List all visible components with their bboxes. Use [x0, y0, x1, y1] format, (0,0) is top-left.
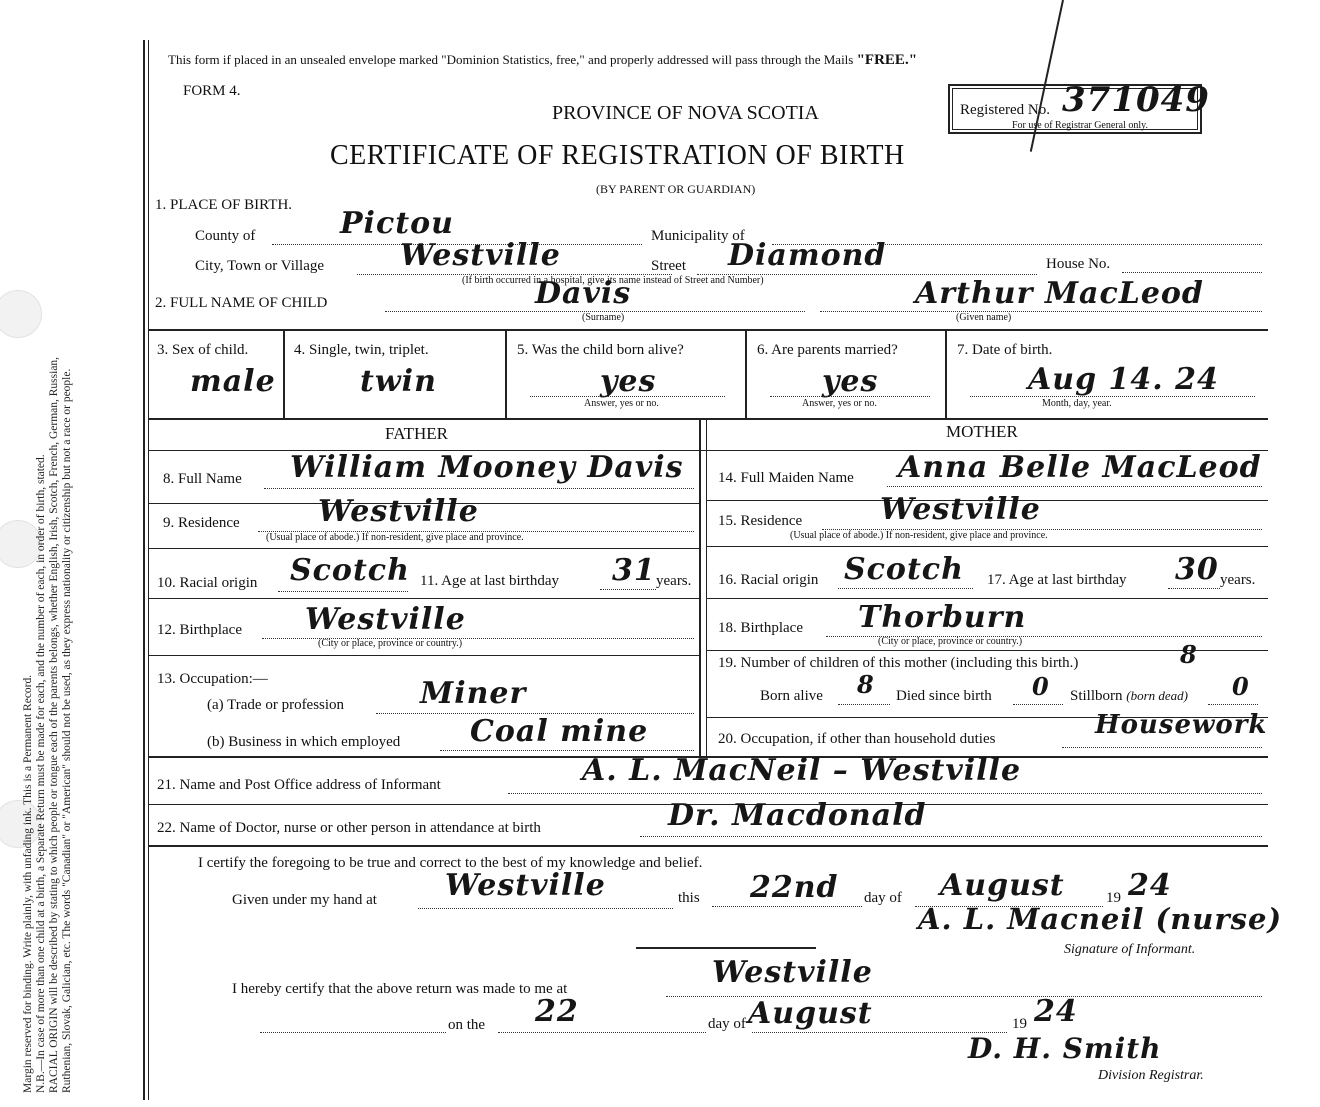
father-age-value: 31 [612, 553, 656, 588]
certificate-subtitle: (BY PARENT OR GUARDIAN) [596, 182, 756, 196]
sex-label: 3. Sex of child. [157, 342, 249, 358]
mother-race-dots [838, 588, 973, 589]
mother-age-value: 30 [1175, 552, 1219, 587]
informant-label: 21. Name and Post Office address of Informant [157, 777, 441, 793]
parents-divider-2 [706, 418, 707, 756]
doctor-label: 22. Name of Doctor, nurse or other person in attendance at birth [157, 820, 541, 836]
father-name-label: 8. Full Name [163, 471, 242, 487]
city-label: City, Town or Village [195, 258, 325, 274]
mother-occupation-value: Housework [1095, 710, 1268, 740]
registrar-year-value: 24 [1034, 994, 1078, 1029]
registrar-note: For use of Registrar General only. [1012, 120, 1148, 131]
mother-race-label: 16. Racial origin [718, 572, 819, 588]
stillborn-text: Stillborn [1070, 688, 1123, 704]
father-business-dots [440, 750, 694, 751]
mother-occupation-label: 20. Occupation, if other than household duties [718, 731, 996, 747]
city-value: Westville [400, 238, 561, 273]
rule-certification-top [148, 845, 1268, 847]
mother-name-label: 14. Full Maiden Name [718, 470, 854, 486]
father-residence-label: 9. Residence [163, 515, 240, 531]
parents-divider [699, 418, 701, 756]
father-race-label: 10. Racial origin [157, 575, 258, 591]
children-count-value: 8 [1180, 640, 1198, 669]
certify-day-value: 22nd [750, 870, 839, 905]
mother-heading: MOTHER [946, 422, 1018, 441]
father-occupation-label: 13. Occupation:— [157, 671, 268, 687]
margin-line-2: N.B.—In case of more than one child at a birth, a Separate Return must be made for each, and the number of each, in order of birth, stated. [35, 454, 47, 1093]
father-heading: FATHER [385, 424, 448, 443]
married-dots [770, 396, 930, 397]
form-left-border-inner [148, 40, 149, 1100]
mother-age-dots [1168, 588, 1220, 589]
born-alive-count-dots [838, 704, 890, 705]
sex-value: male [190, 364, 276, 399]
father-birthplace-value: Westville [305, 602, 466, 637]
married-note: Answer, yes or no. [802, 398, 877, 409]
dob-note: Month, day, year. [1042, 398, 1112, 409]
divider-6-7 [945, 329, 947, 419]
mail-notice-text: This form if placed in an unsealed envelope marked "Dominion Statistics, free," and properly addressed will pass through the Mails [168, 52, 857, 67]
rule-father-4 [148, 655, 699, 656]
municipality-label: Municipality of [651, 228, 745, 244]
rule-row3-top [148, 329, 1268, 331]
given-note: (Given name) [956, 312, 1012, 323]
surname-note: (Surname) [582, 312, 625, 323]
stillborn-dots [1208, 704, 1258, 705]
registrar-day-dots [498, 1032, 706, 1033]
day-dots [712, 906, 862, 907]
form-number: FORM 4. [183, 83, 241, 99]
margin-line-4: Ruthenian, Slovak, Galician, etc. The words "Canadian" or "American" should not be used, as they express nationality or citizenship but not a race or people. [61, 368, 73, 1093]
registrar-month-value: August [748, 996, 873, 1031]
stillborn-label [1070, 688, 1188, 705]
on-the-dots-left [260, 1032, 470, 1033]
father-race-dots [278, 591, 408, 592]
dob-label: 7. Date of birth. [957, 342, 1053, 358]
informant-signature-label: Signature of Informant. [1064, 942, 1196, 957]
mother-age-label: 17. Age at last birthday [987, 572, 1127, 588]
day-of-label: day of [864, 890, 902, 906]
surname-value: Davis [535, 276, 632, 311]
born-alive-count-label: Born alive [760, 688, 823, 704]
rule-parents-top [148, 418, 1268, 420]
form-left-border [143, 40, 145, 1100]
mother-name-value: Anna Belle MacLeod [898, 450, 1262, 485]
father-residence-note: (Usual place of abode.) If non-resident, give place and province. [266, 532, 524, 543]
doctor-value: Dr. Macdonald [668, 798, 927, 833]
registrar-signature: D. H. Smith [968, 1032, 1162, 1065]
divider-3-4 [283, 329, 285, 419]
certify-year-prefix: 19 [1106, 890, 1121, 906]
county-value: Pictou [340, 206, 454, 241]
died-since-birth-label: Died since birth [896, 688, 992, 704]
province-heading: PROVINCE OF NOVA SCOTIA [552, 102, 819, 124]
father-residence-value: Westville [318, 494, 479, 529]
street-label: Street [651, 258, 686, 274]
divider-4-5 [505, 329, 507, 419]
mother-name-dots [887, 486, 1262, 487]
died-since-birth-value: 0 [1032, 672, 1050, 701]
rule-divider-short [636, 947, 816, 949]
mother-birthplace-value: Thorburn [858, 600, 1027, 635]
informant-value: A. L. MacNeil – Westville [582, 753, 1022, 788]
rule-mother-3 [706, 598, 1268, 599]
margin-instructions [22, 93, 98, 1093]
mail-notice [168, 52, 917, 69]
street-value: Diamond [728, 238, 887, 273]
informant-signature: A. L. Macneil (nurse) [918, 902, 1283, 936]
born-alive-value: yes [600, 364, 657, 399]
this-label: this [678, 890, 700, 906]
hospital-note: (If birth occurred in a hospital, give its name instead of Street and Number) [462, 275, 764, 286]
born-alive-label: 5. Was the child born alive? [517, 342, 684, 358]
died-since-birth-dots [1013, 704, 1063, 705]
born-alive-dots [530, 396, 725, 397]
certificate-title: CERTIFICATE OF REGISTRATION OF BIRTH [330, 140, 905, 171]
registrar-place-value: Westville [712, 955, 873, 990]
mail-notice-free: "FREE." [856, 52, 918, 68]
certify-year-value: 24 [1128, 868, 1172, 903]
born-alive-note: Answer, yes or no. [584, 398, 659, 409]
on-the-label: on the [448, 1017, 486, 1033]
registered-number-box [948, 80, 1210, 134]
father-name-dots [264, 488, 694, 489]
registrar-day-of-label: day of [708, 1016, 746, 1032]
dob-value: Aug 14. 24 [1028, 362, 1219, 397]
registrar-statement: I hereby certify that the above return was made to me at [232, 981, 568, 997]
mother-race-value: Scotch [844, 552, 964, 587]
certify-statement: I certify the foregoing to be true and correct to the best of my knowledge and belief. [198, 855, 703, 871]
place-of-birth-label: 1. PLACE OF BIRTH. [155, 197, 293, 213]
stillborn-note: (born dead) [1126, 688, 1189, 703]
given-dots [820, 311, 1262, 312]
full-name-label: 2. FULL NAME OF CHILD [155, 295, 328, 311]
mother-years-label: years. [1220, 572, 1256, 588]
born-alive-count-value: 8 [857, 670, 875, 699]
rule-mother-2 [706, 546, 1268, 547]
father-name-value: William Mooney Davis [290, 450, 684, 485]
father-business-label: (b) Business in which employed [207, 734, 401, 750]
given-place-value: Westville [445, 868, 606, 903]
mother-occupation-dots [1062, 747, 1262, 748]
mother-birthplace-label: 18. Birthplace [718, 620, 803, 636]
mother-residence-note: (Usual place of abode.) If non-resident, give place and province. [790, 530, 1048, 541]
father-years-label: years. [656, 573, 692, 589]
divider-5-6 [745, 329, 747, 419]
father-birthplace-label: 12. Birthplace [157, 622, 242, 638]
father-age-dots [600, 589, 656, 590]
house-number-label: House No. [1046, 256, 1111, 272]
registered-label: Registered No. [960, 102, 1050, 118]
mother-residence-value: Westville [880, 492, 1041, 527]
children-count-label: 19. Number of children of this mother (including this birth.) [718, 655, 1079, 671]
mother-residence-label: 15. Residence [718, 513, 803, 529]
given-place-dots [418, 908, 673, 909]
father-trade-value: Miner [420, 676, 527, 711]
married-value: yes [822, 364, 879, 399]
father-business-value: Coal mine [470, 714, 649, 749]
rule-father-3 [148, 598, 699, 599]
margin-line-3: RACIAL ORIGIN will be described by stating to which people or tongue each of the parents belongs, whether English, Irish, Scotch, French, German, Russian, [48, 356, 60, 1093]
given-under-hand-label: Given under my hand at [232, 892, 377, 908]
married-label: 6. Are parents married? [757, 342, 898, 358]
mother-birthplace-note: (City or place, province or country.) [878, 636, 1023, 647]
rule-father-2 [148, 548, 699, 549]
doctor-dots [640, 836, 1262, 837]
county-label: County of [195, 228, 256, 244]
informant-dots [508, 793, 1262, 794]
plurality-value: twin [360, 364, 437, 399]
stillborn-value: 0 [1232, 672, 1250, 701]
registrar-day-value: 22 [535, 994, 579, 1029]
father-trade-label: (a) Trade or profession [207, 697, 345, 713]
given-value: Arthur MacLeod [915, 276, 1204, 311]
plurality-label: 4. Single, twin, triplet. [294, 342, 429, 358]
certify-month-value: August [940, 868, 1065, 903]
registrar-signature-label: Division Registrar. [1098, 1068, 1204, 1083]
dob-dots [970, 396, 1255, 397]
margin-line-1: Margin reserved for binding. Write plainly, with unfading ink. This is a Permanent Record. [22, 674, 34, 1093]
registered-value: 371049 [1062, 80, 1210, 120]
registrar-year-prefix: 19 [1012, 1016, 1027, 1032]
father-race-value: Scotch [290, 553, 410, 588]
father-age-label: 11. Age at last birthday [420, 573, 559, 589]
father-birthplace-note: (City or place, province or country.) [318, 638, 463, 649]
house-dots [1122, 272, 1262, 273]
